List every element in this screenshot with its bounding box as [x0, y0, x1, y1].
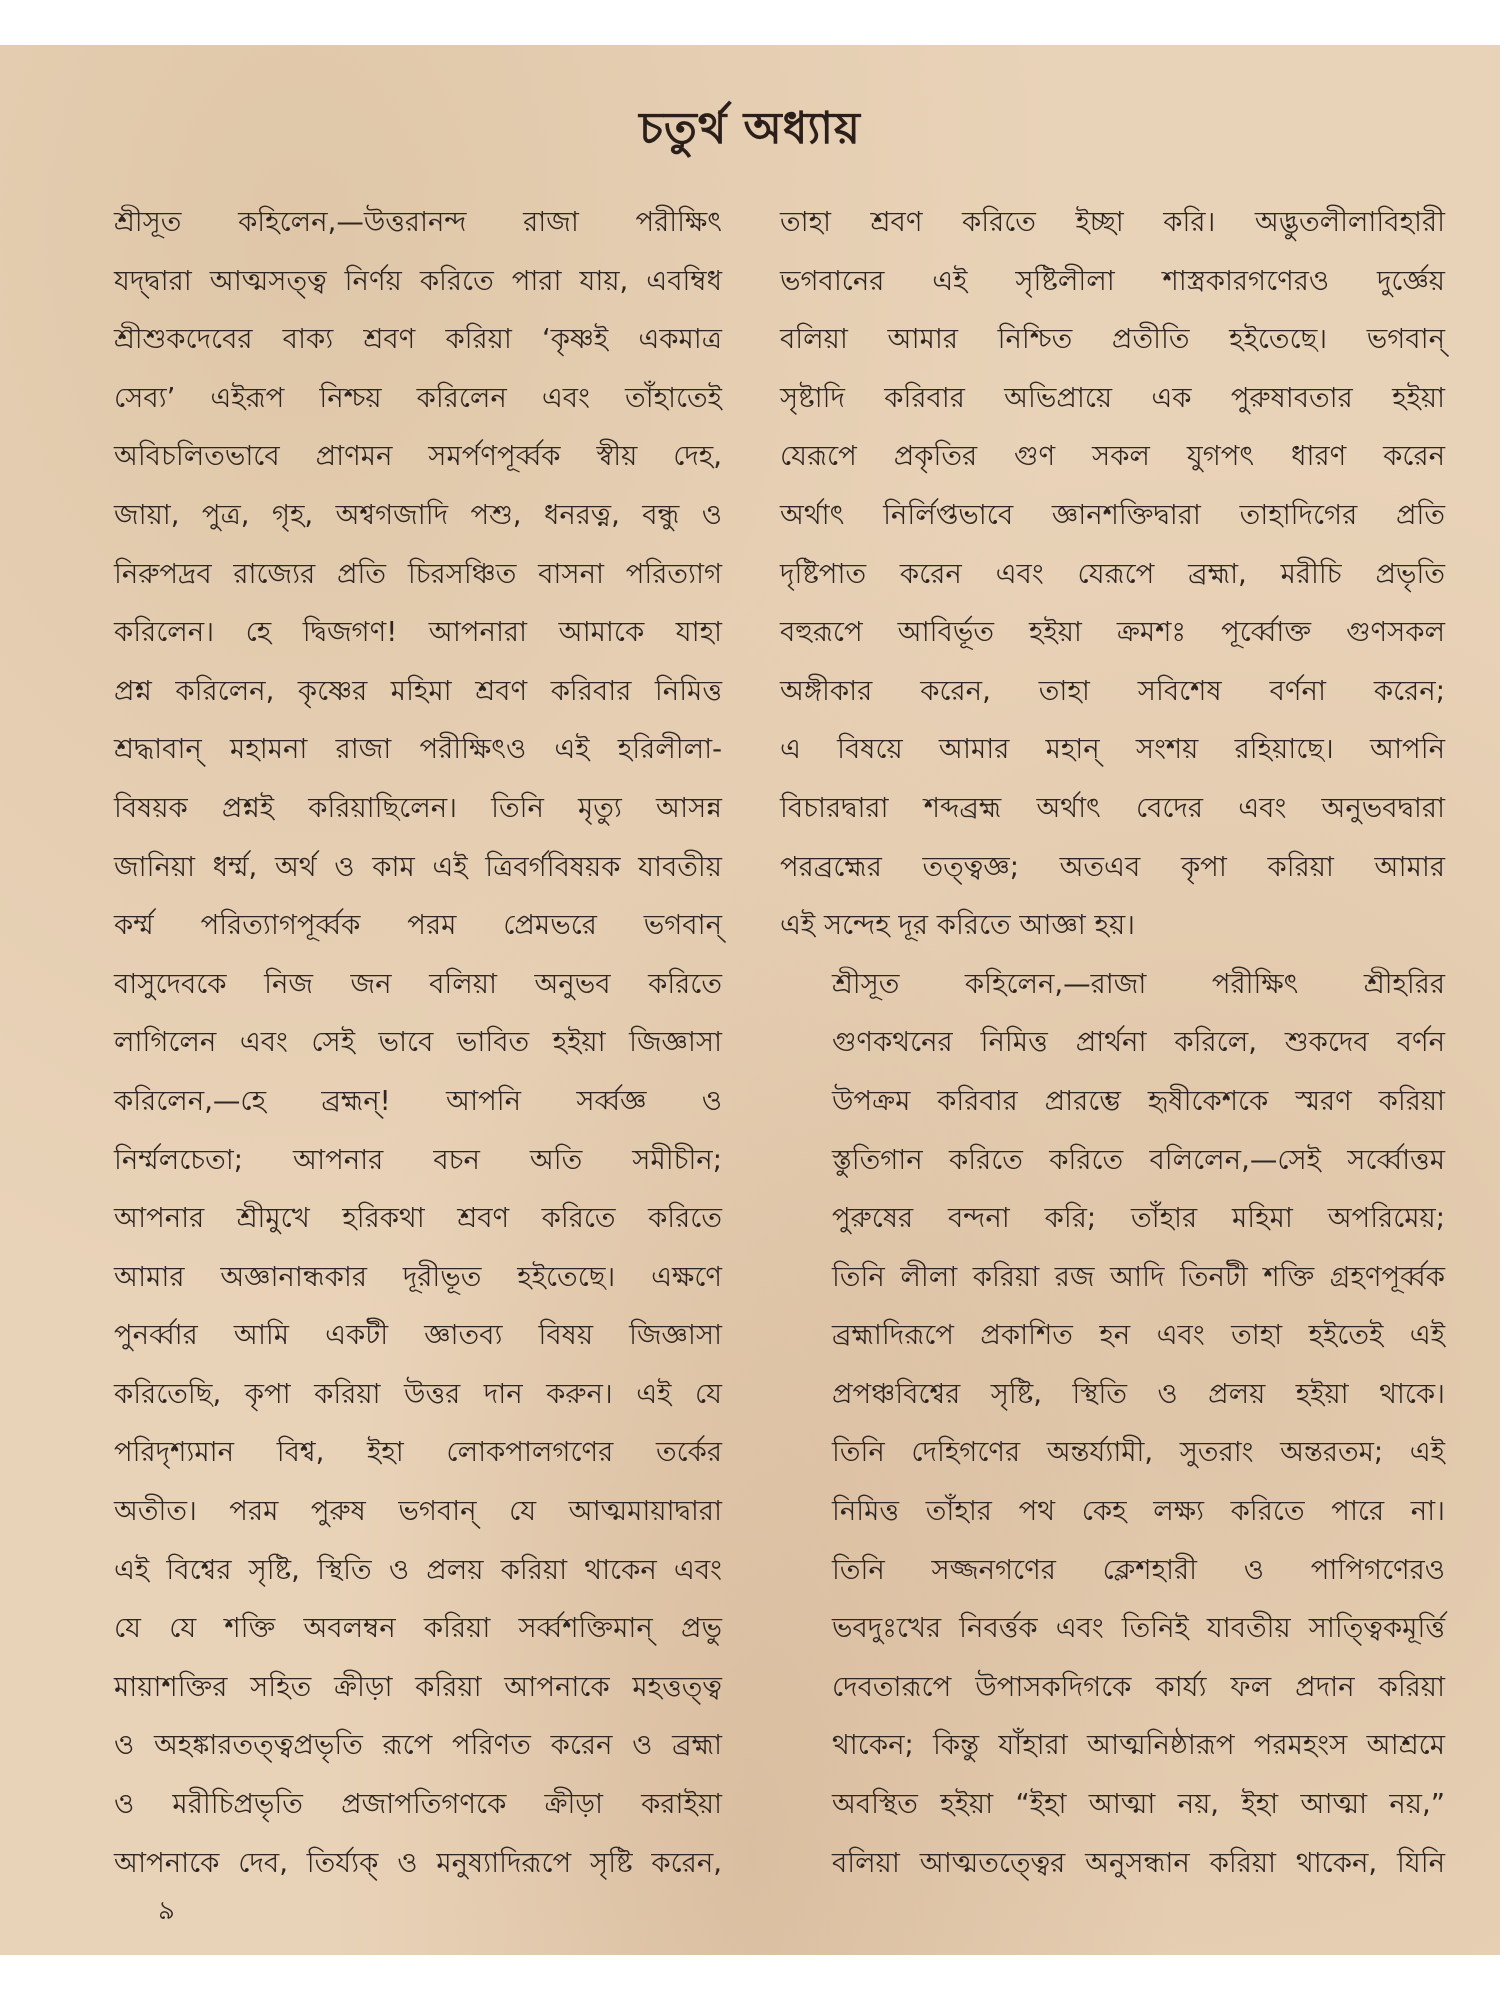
paragraph	[780, 193, 1445, 955]
chapter-title: চতুর্থ অধ্যায়	[639, 103, 861, 154]
text-line: শ্রীসূত কহিলেন,—রাজা পরীক্ষিৎ শ্রীহরির	[832, 967, 1445, 1000]
text-line: অবস্থিত হইয়া “ইহা আত্মা নয়, ইহা আত্মা নয়,”	[832, 1788, 1445, 1821]
text-line: ভগবানের এই সৃষ্টিলীলা শাস্ত্রকারগণেরও দুর্জ্ঞেয়	[780, 264, 1445, 297]
text-line: ব্রহ্মাদিরূপে প্রকাশিত হন এবং তাহা হইতেই এই	[832, 1319, 1445, 1352]
text-line: আপনাকে দেব, তির্য্যক্ ও মনুষ্যাদিরূপে সৃষ্টি করেন,	[114, 1846, 722, 1879]
text-line: পরিদৃশ্যমান বিশ্ব, ইহা লোকপালগণের তর্কের	[114, 1436, 722, 1469]
text-line: বহুরূপে আবির্ভূত হইয়া ক্রমশঃ পূর্ব্বোক্ত গুণসকল	[780, 616, 1445, 649]
text-line: তিনি সজ্জনগণের ক্লেশহারী ও পাপিগণেরও	[832, 1553, 1445, 1586]
text-line: অর্থাৎ নির্লিপ্তভাবে জ্ঞানশক্তিদ্বারা তাহাদিগের প্রতি	[780, 498, 1445, 531]
text-line: অঙ্গীকার করেন, তাহা সবিশেষ বর্ণনা করেন;	[780, 674, 1445, 707]
text-line: এই সন্দেহ দূর করিতে আজ্ঞা হয়।	[780, 909, 1136, 942]
text-line: অবিচলিতভাবে প্রাণমন সমর্পণপূর্ব্বক স্বীয় দেহ,	[114, 440, 722, 473]
text-line: যদ্দ্বারা আত্মসত্ত্ব নির্ণয় করিতে পারা যায়, এবম্বিধ	[114, 264, 722, 297]
text-line: নিমিত্ত তাঁহার পথ কেহ লক্ষ্য করিতে পারে না।	[832, 1495, 1445, 1528]
text-line: উপক্রম করিবার প্রারম্ভে হৃষীকেশকে স্মরণ করিয়া	[832, 1084, 1445, 1117]
text-line: বাসুদেবকে নিজ জন বলিয়া অনুভব করিতে	[114, 967, 722, 1000]
text-line: নিরুপদ্রব রাজ্যের প্রতি চিরসঞ্চিত বাসনা পরিত্যাগ	[114, 557, 722, 590]
paragraph	[780, 955, 1445, 1893]
text-line: ও অহঙ্কারতত্ত্বপ্রভৃতি রূপে পরিণত করেন ও ব্রহ্মা	[114, 1729, 722, 1762]
text-line: দেবতারূপে উপাসকদিগকে কার্য্য ফল প্রদান করিয়া	[832, 1670, 1445, 1703]
text-line: সৃষ্টাদি করিবার অভিপ্রায়ে এক পুরুষাবতার হইয়া	[780, 381, 1445, 414]
text-line: থাকেন; কিন্তু যাঁহারা আত্মনিষ্ঠারূপ পরমহংস আশ্রমে	[832, 1729, 1445, 1762]
text-line: জায়া, পুত্র, গৃহ, অশ্বগজাদি পশু, ধনরত্ন, বন্ধু ও	[114, 498, 722, 531]
text-line: শ্রদ্ধাবান্ মহামনা রাজা পরীক্ষিৎও এই হরিলীলা-	[114, 733, 722, 766]
text-line: গুণকথনের নিমিত্ত প্রার্থনা করিলে, শুকদেব বর্ণন	[832, 1026, 1445, 1059]
left-text-column	[62, 193, 722, 1892]
text-line: দৃষ্টিপাত করেন এবং যেরূপে ব্রহ্মা, মরীচি প্রভৃতি	[780, 557, 1445, 590]
text-line: এ বিষয়ে আমার মহান্ সংশয় রহিয়াছে। আপনি	[780, 733, 1445, 766]
text-line: করিতেছি, কৃপা করিয়া উত্তর দান করুন। এই যে	[114, 1377, 722, 1410]
text-line: তিনি লীলা করিয়া রজ আদি তিনটী শক্তি গ্রহণপূর্ব্বক	[832, 1260, 1445, 1293]
right-text-column	[780, 193, 1445, 1892]
text-line: করিলেন। হে দ্বিজগণ! আপনারা আমাকে যাহা	[114, 616, 722, 649]
text-line: তিনি দেহিগণের অন্তর্য্যামী, সুতরাং অন্তরতম; এই	[832, 1436, 1445, 1469]
text-line: ও মরীচিপ্রভৃতি প্রজাপতিগণকে ক্রীড়া করাইয়া	[114, 1788, 722, 1821]
text-line: বিষয়ক প্রশ্নই করিয়াছিলেন। তিনি মৃত্যু আসন্ন	[114, 791, 722, 824]
text-line: প্রশ্ন করিলেন, কৃষ্ণের মহিমা শ্রবণ করিবার নিমিত্ত	[114, 674, 722, 707]
text-line: যেরূপে প্রকৃতির গুণ সকল যুগপৎ ধারণ করেন	[780, 440, 1445, 473]
text-line: তাহা শ্রবণ করিতে ইচ্ছা করি। অদ্ভুতলীলাবিহারী	[780, 206, 1445, 238]
text-line: মায়াশক্তির সহিত ক্রীড়া করিয়া আপনাকে মহত্তত্ত্ব	[114, 1670, 722, 1703]
paragraph	[62, 193, 722, 1892]
text-line: এই বিশ্বের সৃষ্টি, স্থিতি ও প্রলয় করিয়া থাকেন এবং	[114, 1553, 722, 1586]
text-line: প্রপঞ্চবিশ্বের সৃষ্টি, স্থিতি ও প্রলয় হইয়া থাকে।	[832, 1377, 1445, 1410]
text-line: বলিয়া আত্মতত্ত্বের অনুসন্ধান করিয়া থাকেন, যিনি	[832, 1846, 1445, 1879]
text-line: স্তুতিগান করিতে করিতে বলিলেন,—সেই সর্ব্বোত্তম	[832, 1143, 1445, 1176]
text-line: সেব্য’ এইরূপ নিশ্চয় করিলেন এবং তাঁহাতেই	[114, 381, 722, 414]
text-line: বিচারদ্বারা শব্দব্রহ্ম অর্থাৎ বেদের এবং অনুভবদ্বারা	[780, 791, 1445, 824]
text-line: অতীত। পরম পুরুষ ভগবান্ যে আত্মমায়াদ্বারা	[114, 1495, 722, 1528]
text-line: শ্রীসূত কহিলেন,—উত্তরানন্দ রাজা পরীক্ষিৎ	[114, 206, 722, 238]
text-line: পরব্রহ্মের তত্ত্বজ্ঞ; অতএব কৃপা করিয়া আমার	[780, 850, 1445, 883]
text-line: কর্ম্ম পরিত্যাগপূর্ব্বক পরম প্রেমভরে ভগবান্	[114, 909, 722, 942]
text-line: যে যে শক্তি অবলম্বন করিয়া সর্ব্বশক্তিমান্ প্রভু	[114, 1612, 722, 1645]
text-line: নির্ম্মলচেতা; আপনার বচন অতি সমীচীন;	[114, 1143, 722, 1176]
text-line: বলিয়া আমার নিশ্চিত প্রতীতি হইতেছে। ভগবান্	[780, 323, 1445, 356]
text-line: আমার অজ্ঞানান্ধকার দূরীভূত হইতেছে। এক্ষণে	[114, 1260, 722, 1293]
text-line: লাগিলেন এবং সেই ভাবে ভাবিত হইয়া জিজ্ঞাসা	[114, 1026, 722, 1059]
page-number: ৯	[158, 1896, 175, 1926]
text-line: শ্রীশুকদেবের বাক্য শ্রবণ করিয়া ‘কৃষ্ণই একমাত্র	[114, 323, 722, 356]
text-line: জানিয়া ধর্ম্ম, অর্থ ও কাম এই ত্রিবর্গবিষয়ক যাবতীয়	[114, 850, 722, 883]
book-page	[0, 45, 1500, 1955]
text-line: পুরুষের বন্দনা করি; তাঁহার মহিমা অপরিমেয়;	[832, 1202, 1445, 1235]
text-line: ভবদুঃখের নিবর্ত্তক এবং তিনিই যাবতীয় সাত্ত্বিকমূর্ত্তি	[832, 1612, 1445, 1645]
text-line: পুনর্ব্বার আমি একটী জ্ঞাতব্য বিষয় জিজ্ঞাসা	[114, 1319, 722, 1352]
text-line: আপনার শ্রীমুখে হরিকথা শ্রবণ করিতে করিতে	[114, 1202, 722, 1235]
text-line: করিলেন,—হে ব্রহ্মন্! আপনি সর্ব্বজ্ঞ ও	[114, 1084, 722, 1117]
